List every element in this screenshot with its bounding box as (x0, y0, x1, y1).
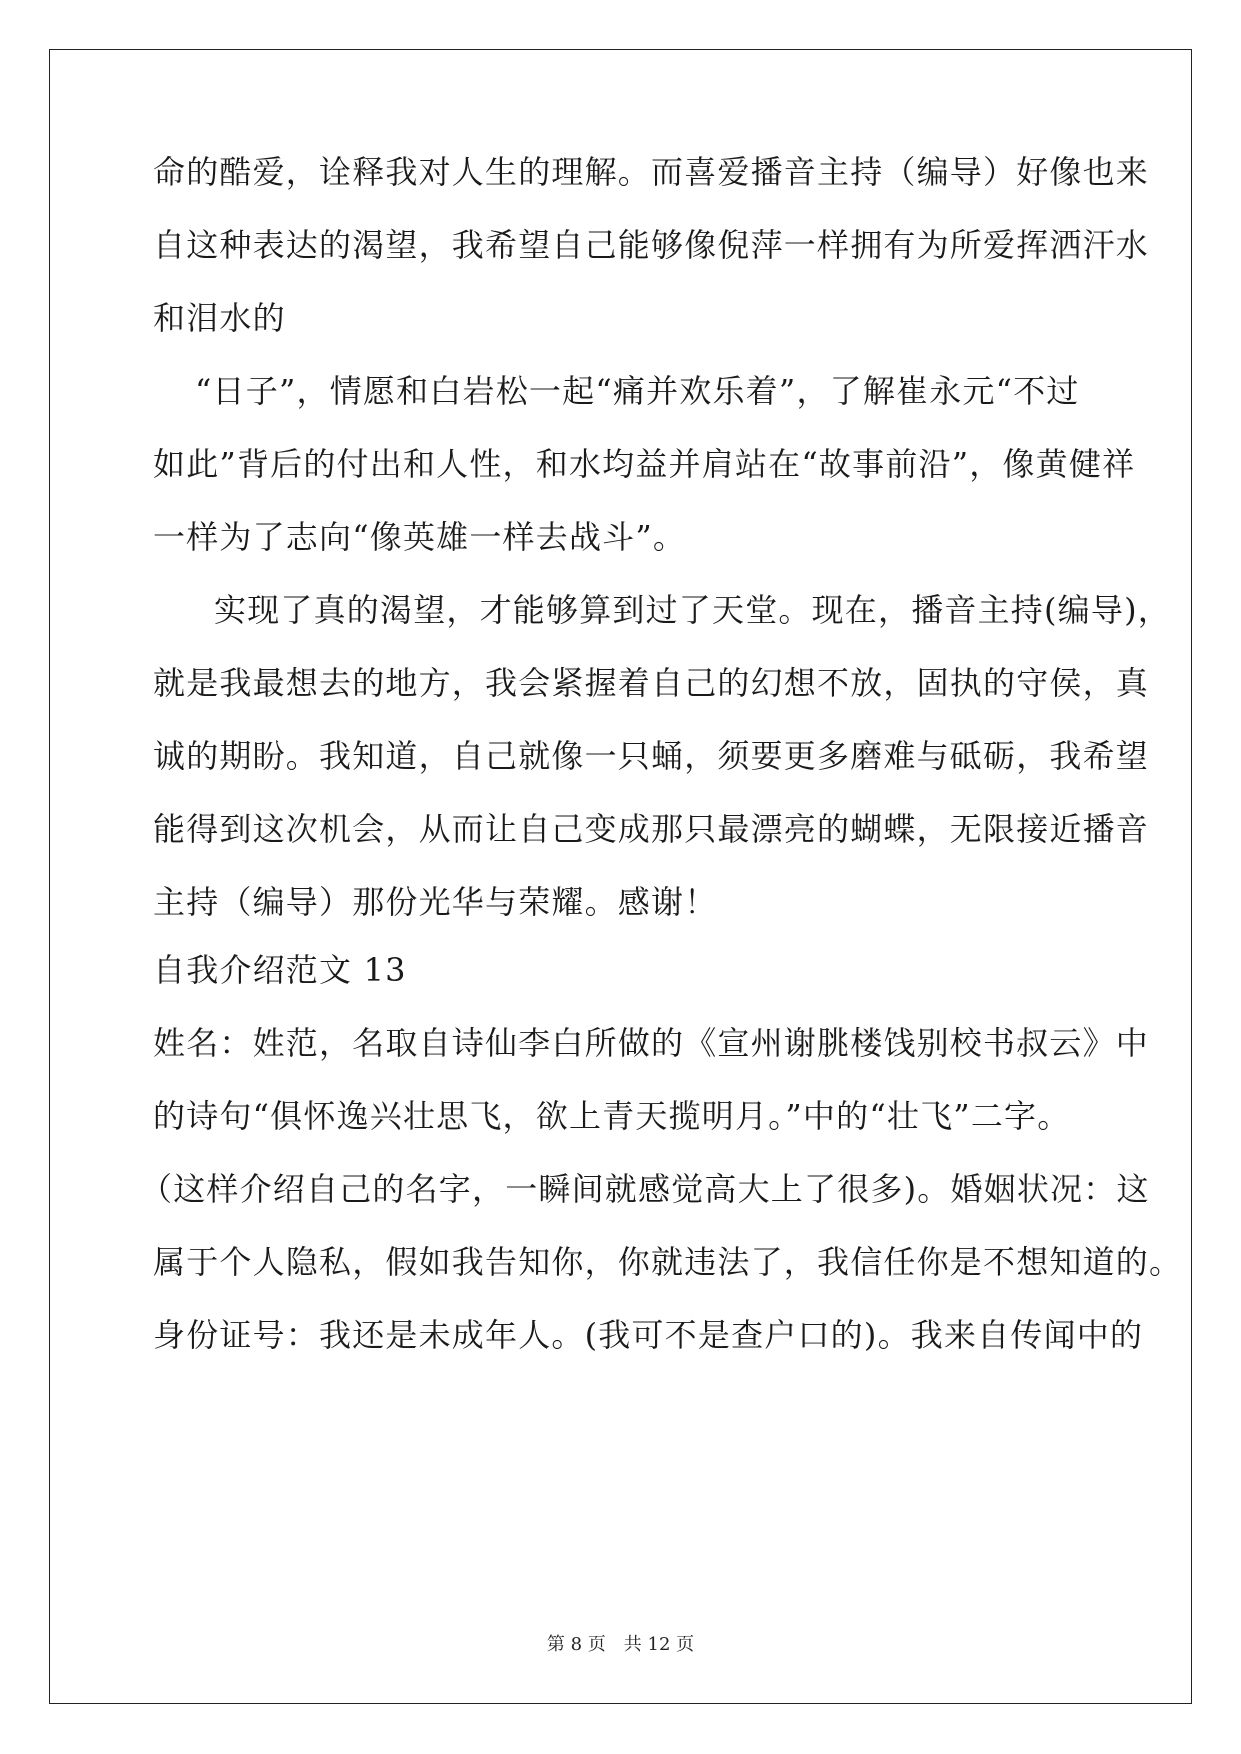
text-line: 能得到这次机会，从而让自己变成那只最漂亮的蝴蝶，无限接近播音 (153, 810, 1150, 848)
text-line: “日子”，情愿和白岩松一起“痛并欢乐着”，了解崔永元“不过 (195, 372, 1080, 410)
text-line: 命的酷爱，诠释我对人生的理解。而喜爱播音主持（编导）好像也来 (153, 153, 1150, 191)
text-line: 一样为了志向“像英雄一样去战斗”。 (153, 518, 687, 556)
text-line: 的诗句“俱怀逸兴壮思飞，欲上青天揽明月。”中的“壮飞”二字。 (153, 1097, 1071, 1135)
text-line: 就是我最想去的地方，我会紧握着自己的幻想不放，固执的守侯，真 (153, 664, 1150, 702)
text-line: 身份证号：我还是未成年人。(我可不是查户口的)。我来自传闻中的 (153, 1316, 1144, 1354)
text-line: 和泪水的 (153, 299, 286, 337)
section-heading: 自我介绍范文 13 (153, 951, 407, 989)
text-line: 实现了真的渴望，才能够算到过了天堂。现在，播音主持(编导)， (214, 591, 1171, 629)
page-number: 第 8 页 (546, 1634, 606, 1655)
page-footer (0, 1630, 1241, 1656)
text-line: 诚的期盼。我知道，自己就像一只蛹，须要更多磨难与砥砺，我希望 (153, 737, 1150, 775)
text-line: 主持（编导）那份光华与荣耀。感谢！ (153, 883, 718, 921)
text-line: 姓名：姓范，名取自诗仙李白所做的《宣州谢朓楼饯别校书叔云》中 (153, 1024, 1150, 1062)
text-line: 如此”背后的付出和人性，和水均益并肩站在“故事前沿”，像黄健祥 (153, 445, 1136, 483)
text-line: 自这种表达的渴望，我希望自己能够像倪萍一样拥有为所爱挥洒汗水 (153, 226, 1150, 264)
text-line: （这样介绍自己的名字，一瞬间就感觉高大上了很多)。婚姻状况：这 (140, 1170, 1150, 1208)
text-line: 属于个人隐私，假如我告知你，你就违法了，我信任你是不想知道的。 (153, 1243, 1183, 1281)
page-total: 共 12 页 (623, 1634, 695, 1655)
